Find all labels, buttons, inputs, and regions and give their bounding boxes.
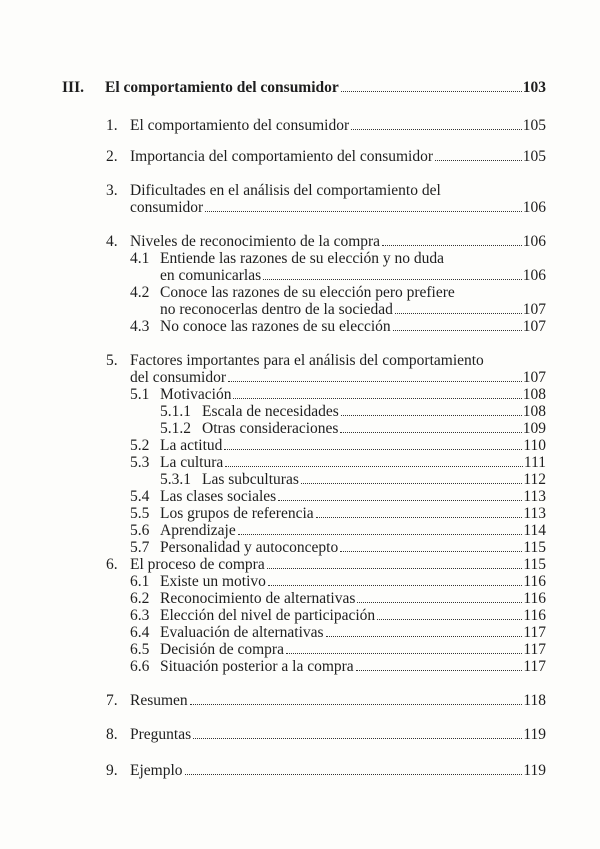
entry-number: 5.7 [130, 539, 150, 556]
page-number: 117 [523, 641, 546, 658]
dot-leader [377, 607, 522, 620]
entry-title: El proceso de compra [130, 556, 265, 573]
entry-title: Las subculturas [202, 471, 299, 488]
entry-title: Aprendizaje [160, 522, 236, 539]
dot-leader [286, 641, 522, 654]
entry-title-line2: no reconocerlas dentro de la sociedad [160, 301, 393, 318]
entry-line [130, 692, 546, 709]
dot-leader [393, 318, 522, 331]
entry-number: 5.3 [130, 454, 150, 471]
entry-number: 9. [106, 762, 118, 779]
entry-line [160, 641, 546, 658]
dot-leader [326, 624, 523, 637]
entry-line [160, 488, 546, 505]
entry-title: Las clases sociales [160, 488, 277, 505]
dot-leader [382, 233, 522, 246]
entry-line [160, 590, 546, 607]
page-number: 119 [523, 726, 546, 743]
entry-title: Motivación [160, 386, 232, 403]
entry-number: 6.5 [130, 641, 150, 658]
page-number: 105 [522, 117, 546, 134]
dot-leader [395, 301, 522, 314]
page-number: 115 [523, 539, 546, 556]
entry-title: La actitud [160, 437, 223, 454]
page-number: 107 [522, 369, 546, 386]
entry-number: 4.2 [130, 284, 150, 301]
entry-line [130, 117, 546, 134]
entry-line [130, 726, 546, 743]
entry-line [160, 624, 546, 641]
dot-leader [341, 79, 522, 92]
page-number: 106 [522, 267, 546, 284]
page-number: 110 [523, 437, 546, 454]
page-number: 107 [522, 301, 546, 318]
page-number: 105 [522, 148, 546, 165]
entry-number: 5.2 [130, 437, 150, 454]
dot-leader [228, 369, 522, 382]
entry-line [202, 420, 546, 437]
chapter-title: El comportamiento del consumidor [105, 79, 339, 96]
page-number: 108 [522, 386, 546, 403]
entry-number: 8. [106, 726, 118, 743]
dot-leader [190, 692, 523, 705]
entry-title: Resumen [130, 692, 188, 709]
entry-line [130, 369, 546, 386]
entry-number: 5. [106, 352, 118, 369]
dot-leader [357, 590, 522, 603]
dot-leader [233, 386, 521, 399]
entry-line [160, 505, 546, 522]
dot-leader [278, 488, 522, 501]
entry-title-line2: consumidor [130, 199, 204, 216]
page-number: 119 [523, 762, 546, 779]
page-number: 108 [522, 403, 546, 420]
dot-leader [340, 539, 522, 552]
dot-leader [193, 726, 522, 739]
dot-leader [340, 420, 521, 433]
entry-number: 5.5 [130, 505, 150, 522]
entry-line [160, 522, 546, 539]
entry-number: 7. [106, 692, 118, 709]
dot-leader [351, 117, 522, 130]
page-number: 113 [523, 505, 546, 522]
page-number: 103 [522, 79, 546, 96]
entry-title: Niveles de reconocimiento de la compra [130, 233, 381, 250]
entry-number: 5.4 [130, 488, 150, 505]
entry-line [130, 762, 546, 779]
page-number: 113 [523, 488, 546, 505]
dot-leader [205, 199, 522, 212]
chapter-number: III. [62, 79, 84, 96]
page-number: 106 [522, 199, 546, 216]
chapter-entry-line [105, 79, 546, 96]
entry-line [202, 403, 546, 420]
entry-line [160, 318, 546, 335]
entry-line [202, 471, 546, 488]
entry-line [130, 199, 546, 216]
entry-title: Personalidad y autoconcepto [160, 539, 339, 556]
page-number: 111 [523, 454, 546, 471]
entry-number: 5.1.1 [160, 403, 191, 420]
entry-number: 3. [106, 182, 118, 199]
page-number: 109 [522, 420, 546, 437]
entry-number: 6.4 [130, 624, 150, 641]
page-number: 112 [523, 471, 546, 488]
dot-leader [263, 267, 522, 280]
entry-title: Situación posterior a la compra [160, 658, 354, 675]
entry-title-line1: Factores importantes para el análisis del comportamiento [130, 352, 484, 369]
dot-leader [238, 522, 523, 535]
entry-line [160, 539, 546, 556]
page-number: 107 [522, 318, 546, 335]
entry-number: 6.3 [130, 607, 150, 624]
entry-title-line1: Conoce las razones de su elección pero prefiere [160, 284, 455, 301]
page-number: 117 [523, 658, 546, 675]
entry-number: 6. [106, 556, 118, 573]
entry-title: Ejemplo [130, 762, 183, 779]
dot-leader [316, 505, 523, 518]
entry-number: 6.6 [130, 658, 150, 675]
entry-line [130, 148, 546, 165]
entry-number: 5.1 [130, 386, 150, 403]
dot-leader [225, 454, 523, 467]
entry-line [160, 573, 546, 590]
entry-number: 6.2 [130, 590, 150, 607]
page-number: 117 [523, 624, 546, 641]
entry-title: Escala de necesidades [202, 403, 339, 420]
entry-line [160, 454, 546, 471]
entry-line [160, 267, 546, 284]
entry-line [160, 301, 546, 318]
dot-leader [268, 573, 522, 586]
entry-title: El comportamiento del consumidor [130, 117, 350, 134]
entry-title: Importancia del comportamiento del consumidor [130, 148, 434, 165]
entry-number: 4. [106, 233, 118, 250]
entry-title: Preguntas [130, 726, 192, 743]
dot-leader [301, 471, 522, 484]
entry-number: 2. [106, 148, 118, 165]
entry-title: Reconocimiento de alternativas [160, 590, 356, 607]
entry-title: Elección del nivel de participación [160, 607, 376, 624]
entry-title: Evaluación de alternativas [160, 624, 324, 641]
entry-title-line1: Entiende las razones de su elección y no duda [160, 250, 445, 267]
entry-title: Otras consideraciones [202, 420, 339, 437]
entry-line [160, 607, 546, 624]
page-number: 114 [523, 522, 546, 539]
entry-line [160, 386, 546, 403]
page-number: 116 [523, 607, 546, 624]
page-number: 106 [522, 233, 546, 250]
entry-title-line2: en comunicarlas [160, 267, 262, 284]
dot-leader [267, 556, 523, 569]
entry-title: No conoce las razones de su elección [160, 318, 391, 335]
entry-title-line2: del consumidor [130, 369, 226, 386]
dot-leader [356, 658, 523, 671]
entry-line [160, 437, 546, 454]
entry-line [130, 556, 546, 573]
entry-number: 4.3 [130, 318, 150, 335]
dot-leader [341, 403, 522, 416]
entry-number: 5.1.2 [160, 420, 191, 437]
page-number: 115 [523, 556, 546, 573]
page-number: 118 [523, 692, 546, 709]
entry-number: 4.1 [130, 250, 150, 267]
entry-number: 5.3.1 [160, 471, 191, 488]
dot-leader [435, 148, 522, 161]
entry-title: Los grupos de referencia [160, 505, 314, 522]
entry-line [130, 233, 546, 250]
entry-line [160, 658, 546, 675]
entry-number: 1. [106, 117, 118, 134]
entry-number: 6.1 [130, 573, 150, 590]
dot-leader [185, 762, 523, 775]
entry-title: La cultura [160, 454, 224, 471]
entry-number: 5.6 [130, 522, 150, 539]
dot-leader [224, 437, 522, 450]
page-number: 116 [523, 590, 546, 607]
entry-title: Decisión de compra [160, 641, 284, 658]
entry-title: Existe un motivo [160, 573, 266, 590]
entry-title-line1: Dificultades en el análisis del comportamiento del [130, 182, 441, 199]
page-number: 116 [523, 573, 546, 590]
